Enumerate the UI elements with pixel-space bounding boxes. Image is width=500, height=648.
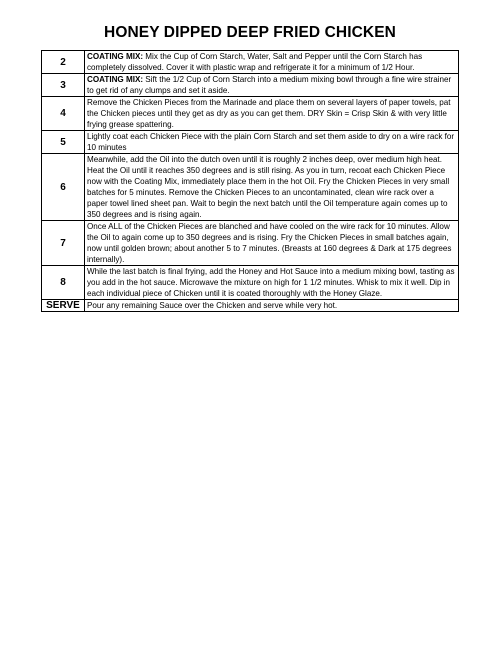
- step-number: 3: [42, 74, 85, 97]
- step-number: SERVE: [42, 300, 85, 312]
- step-row: [42, 97, 459, 131]
- step-number: 8: [42, 266, 85, 300]
- step-text: Meanwhile, add the Oil into the dutch oven until it is roughly 2 inches deep, over medium high heat. Heat the Oil until it reaches 350 degrees and is still rising. As you in turn, recoat each Chicken Piece now with the Coating Mix, immediately place them in the hot Oil. Fry the Chicken Pieces in very small batches for 5 minutes. Remove the Chicken Pieces to an uncontaminated, clean wire rack over a paper towel lined sheet pan. Wait to begin the next batch until the Oil temperature again comes up to 350 degrees and is rising again.: [87, 155, 450, 219]
- step-text: Sift the 1/2 Cup of Corn Starch into a medium mixing bowl through a fine wire strainer to get rid of any clumps and set it aside.: [87, 75, 452, 95]
- step-row: [42, 300, 459, 312]
- step-lead-label: COATING MIX:: [87, 75, 144, 84]
- step-text: Remove the Chicken Pieces from the Marinade and place them on several layers of paper towels, pat the Chicken pieces until they get as dry as you can get them. DRY Skin = Crisp Skin & with very little frying grease spattering.: [87, 98, 451, 129]
- step-text: Once ALL of the Chicken Pieces are blanched and have cooled on the wire rack for 10 minutes. Allow the Oil to again come up to 350 degrees and is rising. Fry the Chicken Pieces in small batches again, now until golden brown; about another 5 to 7 minutes. (Breasts at 160 degrees & Dark at 175 degrees internally).: [87, 222, 452, 264]
- step-row: [42, 51, 459, 74]
- step-number: 4: [42, 97, 85, 131]
- step-instruction: [85, 97, 459, 131]
- step-text: While the last batch is final frying, add the Honey and Hot Sauce into a medium mixing bowl, tasting as you add in the hot sauce. Microwave the mixture on high for 1 1/2 minutes. Whisk to mix it well. Dip in each individual piece of Chicken until it is coated thoroughly with the Honey Glaze.: [87, 267, 455, 298]
- step-row: [42, 74, 459, 97]
- step-instruction: [85, 131, 459, 154]
- step-row: [42, 221, 459, 266]
- step-row: [42, 266, 459, 300]
- step-instruction: [85, 300, 459, 312]
- step-row: [42, 131, 459, 154]
- step-instruction: [85, 51, 459, 74]
- step-instruction: [85, 266, 459, 300]
- step-number: 5: [42, 131, 85, 154]
- step-text: Pour any remaining Sauce over the Chicken and serve while very hot.: [87, 301, 338, 310]
- step-instruction: [85, 221, 459, 266]
- step-number: 7: [42, 221, 85, 266]
- step-number: 2: [42, 51, 85, 74]
- step-number: 6: [42, 154, 85, 221]
- step-text: Lightly coat each Chicken Piece with the plain Corn Starch and set them aside to dry on a wire rack for 10 minutes: [87, 132, 455, 152]
- step-text: Mix the Cup of Corn Starch, Water, Salt and Pepper until the Corn Starch has completely dissolved. Cover it with plastic wrap and refrigerate it for a minimum of 1/2 Hour.: [87, 52, 423, 72]
- recipe-title: HONEY DIPPED DEEP FRIED CHICKEN: [104, 24, 396, 41]
- recipe-steps-table: [41, 50, 459, 312]
- step-instruction: [85, 154, 459, 221]
- step-instruction: [85, 74, 459, 97]
- step-row: [42, 154, 459, 221]
- step-lead-label: COATING MIX:: [87, 52, 144, 61]
